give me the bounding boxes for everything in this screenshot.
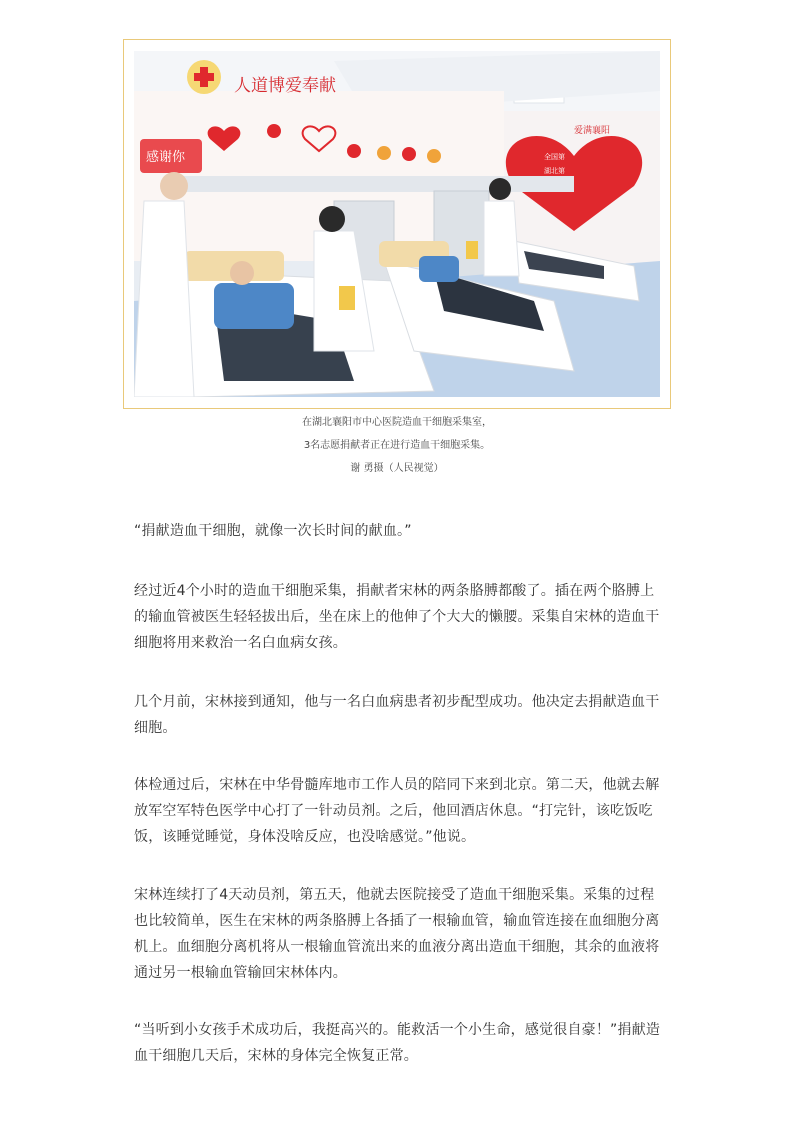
photo-frame: [123, 39, 671, 409]
article-paragraph: “当听到小女孩手术成功后，我挺高兴的。能救活一个小生命，感觉很自豪！”捐献造血干细胞几天后，宋林的身体完全恢复正常。: [134, 1022, 661, 1064]
article-paragraph: 宋林连续打了4天动员剂，第五天，他就去医院接受了造血干细胞采集。采集的过程也比较简单，医生在宋林的两条胳膊上各插了一根输血管，输血管连接在血细胞分离机上。血细胞分离机将从一根输血管流出来的血液分离出造血干细胞，其余的血液将通过另一根输血管输回宋林体内。: [134, 887, 660, 981]
photo-caption-line-2: 3名志愿捐献者正在进行造血干细胞采集。: [303, 440, 491, 451]
board-line-1: 全国第: [544, 153, 565, 161]
photo-credit: 谢 勇摄（人民视觉）: [350, 463, 444, 474]
wall-slogan: 人道博爱奉献: [234, 76, 336, 96]
hospital-photo: [134, 51, 660, 397]
article-paragraph: 体检通过后，宋林在中华骨髓库地市工作人员的陪同下来到北京。第二天，他就去解放军空军特色医学中心打了一针动员剂。之后，他回酒店休息。“打完针，该吃饭吃饭，该睡觉睡觉，身体没啥反应，也没啥感觉。”他说。: [134, 777, 660, 845]
article-paragraph: 几个月前，宋林接到通知，他与一名白血病患者初步配型成功。他决定去捐献造血干细胞。: [134, 694, 660, 736]
photo-caption-line-1: 在湖北襄阳市中心医院造血干细胞采集室，: [302, 417, 492, 428]
board-title: 爱满襄阳: [574, 126, 611, 136]
board-line-2: 湖北第: [544, 167, 565, 175]
hospital-scene-illustration: [134, 51, 660, 397]
article-paragraph: “捐献造血干细胞，就像一次长时间的献血。”: [134, 523, 412, 539]
article-paragraph: 经过近4个小时的造血干细胞采集，捐献者宋林的两条胳膊都酸了。插在两个胳膊上的输血管被医生轻轻拔出后，坐在床上的他伸了个大大的懒腰。采集自宋林的造血干细胞将用来救治一名白血病女孩。: [134, 583, 660, 651]
wall-thanks: 感谢你: [146, 150, 186, 165]
